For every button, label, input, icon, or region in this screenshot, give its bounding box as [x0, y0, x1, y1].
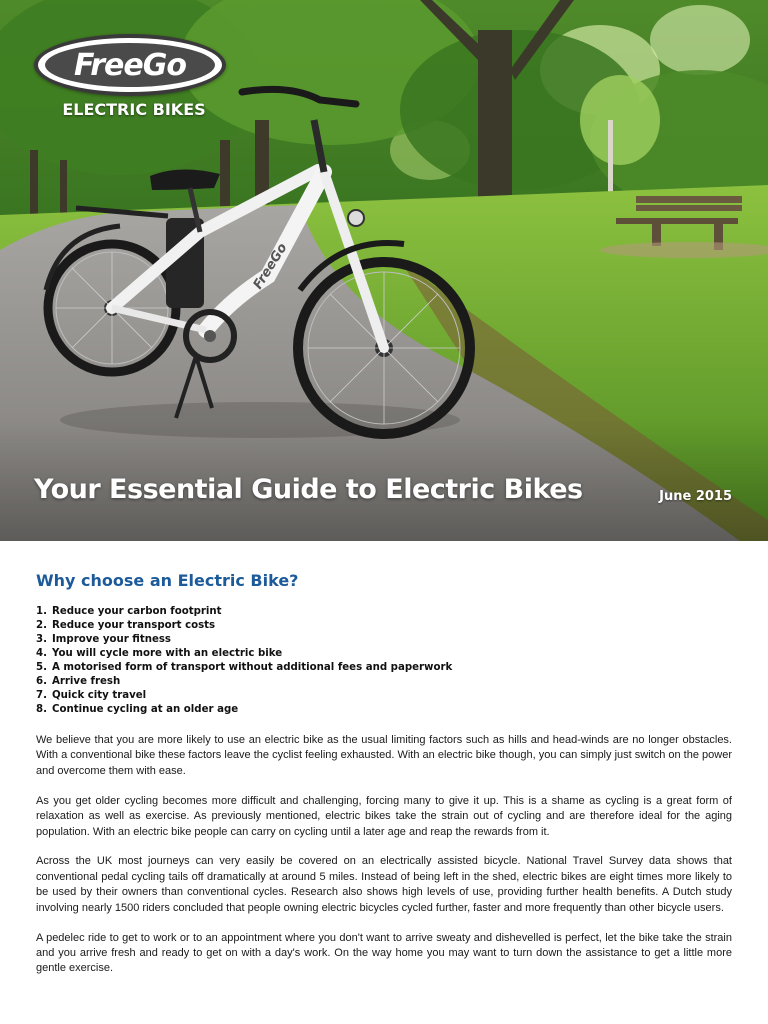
list-item: 8. Continue cycling at an older age [36, 704, 239, 715]
logo-tagline: ELECTRIC BIKES [62, 100, 206, 119]
paragraph-older-cyclists: As you get older cycling becomes more difficult and challenging, forcing many to give it up. This is a shame as cycling is a great form of relaxation as well as exercise. As previously mentioned, electric bikes take the strain out of cycling and are therefore ideal for the aging population. With an electric bike people can carry on cycling until a later age and reap the rewards from it. [36, 794, 732, 838]
logo-badge [34, 34, 226, 96]
list-item: 1. Reduce your carbon footprint [36, 606, 222, 617]
paragraph-pedelec-commute: A pedelec ride to get to work or to an appointment where you don't want to arrive sweaty and dishevelled is perfect, let the bike take the strain and you arrive fresh and ready to get on with a day's work. On the way home you may want to turn down the assistance to get a little more gentle exercise. [36, 931, 732, 975]
list-item: 3. Improve your fitness [36, 634, 171, 645]
freego-logo [34, 34, 228, 119]
list-item: 7. Quick city travel [36, 690, 147, 701]
section-heading: Why choose an Electric Bike? [36, 571, 299, 590]
article-body [36, 571, 732, 991]
logo-wordmark: FreeGo [74, 47, 186, 83]
list-item: 4. You will cycle more with an electric bike [36, 648, 283, 659]
list-item: 2. Reduce your transport costs [36, 620, 216, 631]
paragraph-limiting-factors: We believe that you are more likely to use an electric bike as the usual limiting factors such as hills and head-winds are no longer obstacles. With a conventional bike these factors leave the cyclist feeling exhausted. With an electric bike though, you can simply just switch on the power and overcome them with ease. [36, 734, 732, 777]
bike-frame-brand-text: FreeGo [250, 240, 291, 293]
issue-date: June 2015 [659, 489, 732, 504]
list-item: 5. A motorised form of transport without additional fees and paperwork [36, 662, 453, 673]
list-item: 6. Arrive fresh [36, 676, 121, 687]
paragraph-uk-journeys: Across the UK most journeys can very easily be covered on an electrically assisted bicycle. National Travel Survey data shows that conventional pedal cycling tails off dramatically at around 5 miles. Instead of being left in the shed, electric bikes are eight times more likely to be used by their owners than conventional cycles. Research also shows high levels of use, providing further health benefits. A Dutch study involving nearly 1500 riders concluded that people owning electric bicycles cycled further, faster and more frequently than other bicycle users. [36, 855, 732, 914]
page-title: Your Essential Guide to Electric Bikes [34, 474, 583, 505]
reasons-list [36, 605, 732, 717]
